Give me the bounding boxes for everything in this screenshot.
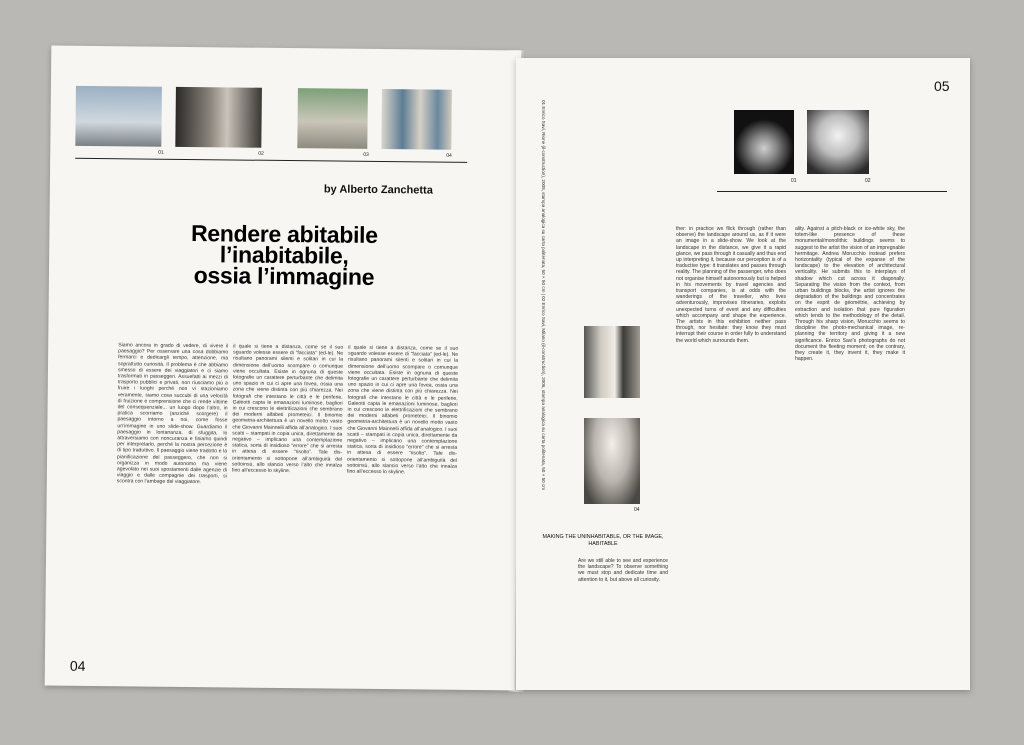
title-line: l’inabitabile,	[219, 241, 349, 269]
thumb-rule	[75, 158, 467, 163]
english-intro-column: Are we still able to see and experience the landscape? To observe something we must stop and dedicate time and attention to it, but above all curiosity.	[578, 558, 668, 583]
page-number: 04	[69, 657, 86, 674]
thumb-caption: 04	[446, 152, 452, 159]
right-page	[516, 58, 970, 690]
article-title	[119, 222, 450, 288]
thumb-interior-stairs	[175, 87, 262, 148]
thumb-caption: 03	[363, 151, 369, 158]
article-column-3: il quale si tiene a distanza, come se il suo sguardo volesse essere di “facciata” (ed-le). Ne risultano panorami silenti e solitari in cui la dimensione dell’uomo scompare o comunque viene occultata. Esiste in ognuna di queste fotografie un carattere perturbante che delimita uno spazio in cui ci apre una fovea, ossia una zona che viene distinta con più chiarezza. Nei fotografi che intestano le città e le periferie, Galeotti capta le emanazioni luminose, bagliori in cui crescono le elettrificazioni che sembrano dei moderni alfabeti prometeici. Il binomio geometria-architettura è un novello motto vasto che Giovanni Mainnelli affida all’analogico. I suoi scatti – stampati in copia unica, direttamente da negativo – implicano una contemplazione statica, sorta di insidioso “errore” che si arresta in attesa di essere “risolto”. Tale dis-orientamento si sottopone all’ambiguità del sottoinsù, allo slancio verso l’alto che innalza fino all’eccesso lo skyline.	[346, 344, 459, 476]
author-byline: by Alberto Zanchetta	[323, 183, 433, 197]
left-page	[45, 46, 522, 691]
photo-arcade	[584, 418, 640, 504]
thumb-caption: 02	[258, 150, 264, 157]
thumb-dark-tower	[734, 110, 794, 174]
english-column-1: ther: in practice we flick through (rather than observe) the landscape around us, as if it were an image in a slide-show. We look at the landscape in the distance, we give it a rapid glance, we pass through it casually and thus end up interpreting it, because our perception is of a traductive type: it translates and passes through reality. The planning of the passenger, who does not organise himself autonomously but is helped in his movements by travel agencies and transport companies, is at odds with the wanderings of the traveller, who lives adventurously, improvises itineraries, exploits unexpected turns of event and any difficulties which accompany and shape the experience. The artists in this exhibition neither pass through, nor hesitate: they know they must interrupt their course in order fully to understand the world which surrounds them.	[676, 226, 786, 344]
thumb-light-tower	[807, 110, 869, 174]
english-subhead: MAKING THE UNINHABITABLE, OR THE IMAGE, HABITABLE	[542, 534, 664, 547]
title-line: ossia l’immagine	[193, 262, 375, 290]
page-number: 05	[934, 78, 950, 94]
thumb-caption: 01	[791, 178, 797, 184]
article-column-1: Siamo ancora in grado di vedere, di vivere il paesaggio? Per osservare una cosa dobbiamo fermarci e dedicargli tempo, attenzione, ma soprattutto curiosità. Il problema è che abbiamo smesso di essere dei viaggiatori e ci siamo trasformati in passeggeri. Assuefatti ai mezzi di trasporto pubblici e privati, non riusciamo più a fruire i luoghi perché non vi stazioniamo veramente, siamo cosa succubi di una velocità di fruizione e comprensione che ci rende vittime del consequenziale... un luogo dopo l’altro, in pratica scorriamo (anziché scorgere) il paesaggio intorno a noi, come fosse un’immagine in uno slide-show. Guardiamo il paesaggio in lontananza, di sfuggita, lo attraversiamo con noncuranza e finiamo quindi per interpretarlo, perché la nostra percezione è di tipo traduttivo. Il paesaggio viene tradotto e la pianificazione del passeggero, che non si organizza in modo autonomo ma viene agevolato nei suoi spostamenti dalle agenzie di viaggio e dalle compagnie dei trasporti, si scontra con l’ambage del viaggiatore.	[116, 342, 229, 486]
vertical-credit-line: 01 Enrico Savi, Rione (il-construction), 2008, stampa analogica su carta politenata, 50 × 50 cm | 02 Enrico Savi, Milano (il-construction), 2006, stampa analogica su carta politenata, 50 × 50 cm	[541, 100, 546, 491]
thumb-greenery-building	[297, 88, 368, 149]
title-line: Rendere abitabile	[190, 220, 378, 248]
article-column-2: il quale si tiene a distanza, come se il suo sguardo volesse essere di “facciata” (ed-le). Ne risultano panorami silenti e solitari in cui la dimensione dell’uomo scompare o comunque viene occultata. Esiste in ognuna di queste fotografie un carattere perturbante che delimita uno spazio in cui ci apre una fovea, ossia una zona che viene distinta con più chiarezza. Nei fotografi che intestano le città e le periferie, Galeotti capta le emanazioni luminose, bagliori in cui crescono le elettrificazioni che sembrano dei moderni alfabeti prometeici. Il binomio geometria-architettura è un novello motto vasto che Giovanni Mainnelli affida all’analogico. I suoi scatti – stampati in copia unica, direttamente da negativo – implicano una contemplazione statica, sorta di insidioso “errore” che si arresta in attesa di essere “risolto”. Tale dis-orientamento si sottopone all’ambiguità del sottoinsù, allo slancio verso l’alto che innalza fino all’eccesso lo skyline.	[231, 343, 344, 475]
thumb-construction-crane	[75, 86, 162, 147]
thumb-caption: 02	[865, 178, 871, 184]
thumb-rule	[717, 191, 947, 192]
photo-doorway	[584, 326, 640, 398]
english-column-2: ality. Against a pitch-black or ice-white sky, the totem-like presence of these monumental/monolithic buildings seems to suggest to the artist the vision of an impregnable hermitage. Andrea Morucchio instead prefers horizontality (typical of the expanse of the landscape) to the elevation of architectural verticality. He submits this to interplays of shadow which cut across it diagonally. Separating the vision from the context, from urban buildings blocks, the artist ignores the degradation of the buildings and concentrates on the esprit de géométrie, achieving by extraction and isolation that pure figuration which tends to the methodology of the detail. Through his sharp vision, Morucchio seems to discipline the photo-mechanical image, re-planning the territory and giving it a new significance. Enrico Savi’s photographs do not document the fleeting moment; on the contrary, they create it, they invent it, they make it happen.	[795, 226, 905, 363]
thumb-windows-facade	[381, 89, 452, 150]
thumb-caption: 01	[158, 149, 164, 156]
photo-caption: 04	[634, 507, 640, 513]
